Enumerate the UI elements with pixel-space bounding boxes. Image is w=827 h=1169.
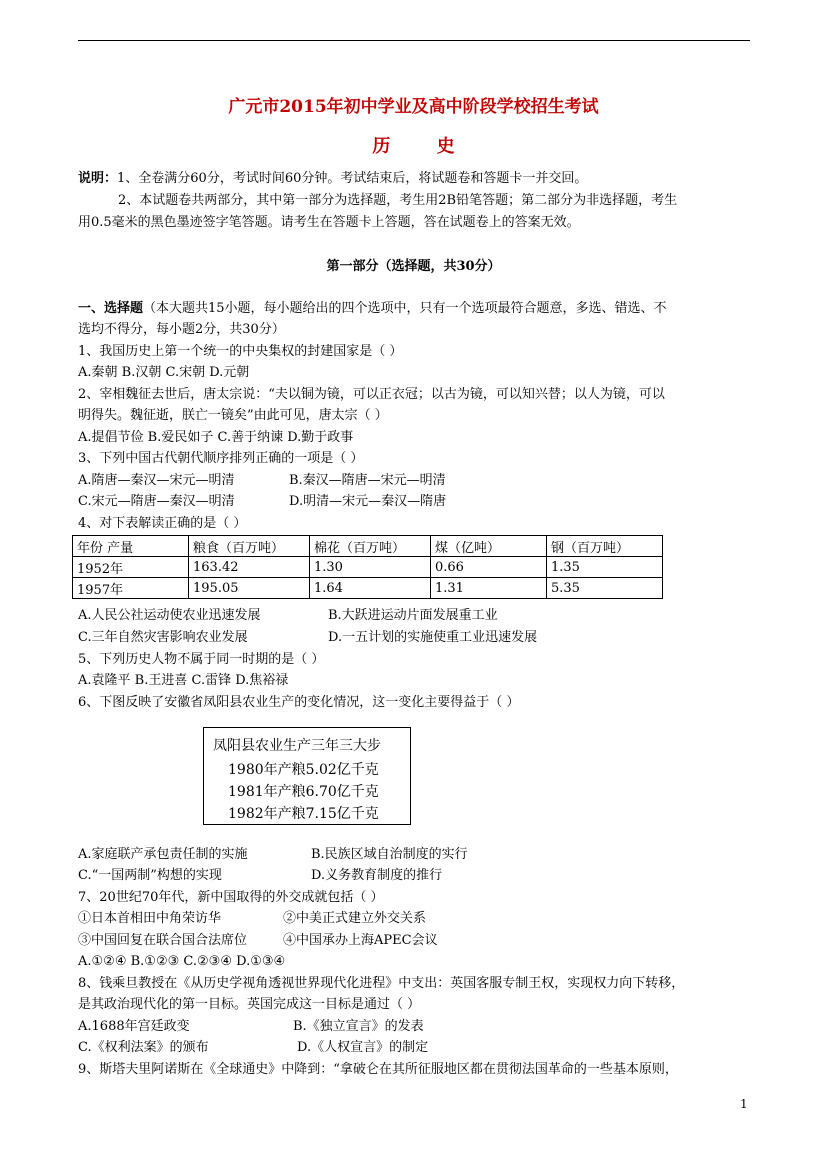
q7-item1: ①日本首相田中角荣访华: [78, 911, 222, 926]
q1-options: A.秦朝 B.汉朝 C.宋朝 D.元朝: [78, 365, 250, 380]
q3-stem: 3、下列中国古代朝代顺序排列正确的一项是（ ）: [78, 451, 364, 466]
q8-stem-1: 8、钱乘旦教授在《从历史学视角透视世界现代化进程》中支出：英国客服专制王权，实现权力向下转移，: [78, 976, 685, 991]
table-row: [73, 578, 663, 599]
q2-options: A.提倡节俭 B.爱民如子 C.善于纳谏 D.勤于政事: [78, 430, 354, 445]
table-cell: 5.35: [547, 578, 663, 599]
q6-option-a: A.家庭联产承包责任制的实施: [78, 847, 248, 862]
instructions-line1: 说明：1、全卷满分60分，考试时间60分钟。考试结束后，将试题卷和答题卡一并交回。: [78, 171, 588, 186]
table-header-cell: 年份 产量: [73, 536, 189, 557]
q8-option-c: C.《权利法案》的颁布: [78, 1040, 209, 1055]
q3-option-c: C.宋元—隋唐—秦汉—明清: [78, 494, 235, 509]
table-cell: 0.66: [431, 557, 547, 578]
q5-stem: 5、下列历史人物不属于同一时期的是（ ）: [78, 652, 325, 667]
subject-title: 历 史: [372, 136, 475, 157]
table-header-row: [73, 536, 663, 557]
page-number: 1: [740, 1097, 748, 1111]
q6-figure-box: [203, 727, 411, 825]
table-cell: 1.31: [431, 578, 547, 599]
table-header-cell: 钢（百万吨）: [547, 536, 663, 557]
q7-stem: 7、20世纪70年代，新中国取得的外交成就包括（ ）: [78, 890, 384, 905]
q2-stem-2: 明得失。魏征逝，朕亡一镜矣”由此可见，唐太宗（ ）: [78, 408, 388, 423]
table-cell: 195.05: [189, 578, 310, 599]
q3-option-d: D.明清—宋元—秦汉—隋唐: [289, 494, 447, 509]
instructions-line2: 2、本试题卷共两部分，其中第一部分为选择题，考生用2B铅笔答题；第二部分为非选择题，考生: [118, 193, 678, 208]
q2-stem-1: 2、宰相魏征去世后，唐太宗说：“夫以铜为镜，可以正衣冠；以古为镜，可以知兴替；以人为镜，可以: [78, 387, 665, 402]
table-header-cell: 棉花（百万吨）: [310, 536, 431, 557]
exam-title: 广元市2015年初中学业及高中阶段学校招生考试: [228, 97, 599, 117]
table-header-cell: 粮食（百万吨）: [189, 536, 310, 557]
q4-option-b: B.大跃进运动片面发展重工业: [328, 608, 498, 623]
table-cell: 1.30: [310, 557, 431, 578]
q6-option-b: B.民族区域自治制度的实行: [311, 847, 468, 862]
q4-table: [72, 535, 663, 599]
q1-stem: 1、我国历史上第一个统一的中央集权的封建国家是（ ）: [78, 344, 403, 359]
q4-option-a: A.人民公社运动使农业迅速发展: [78, 608, 261, 623]
table-cell: 163.42: [189, 557, 310, 578]
q7-item3: ③中国回复在联合国合法席位: [78, 933, 248, 948]
table-cell: 1.35: [547, 557, 663, 578]
q9-stem: 9、斯塔夫里阿诺斯在《全球通史》中降到：“拿破仑在其所征服地区都在贯彻法国革命的一些基本原则，: [78, 1062, 678, 1077]
q6-stem: 6、下图反映了安徽省凤阳县农业生产的变化情况，这一变化主要得益于（ ）: [78, 695, 520, 710]
table-cell: 1.64: [310, 578, 431, 599]
q8-option-b: B.《独立宣言》的发表: [293, 1019, 424, 1034]
q8-option-a: A.1688年宫廷政变: [78, 1019, 190, 1034]
q5-options: A.袁隆平 B.王进喜 C.雷锋 D.焦裕禄: [78, 673, 289, 688]
q7-item4: ④中国承办上海APEC会议: [283, 933, 438, 948]
q6-figure-line: 1981年产粮6.70亿千克: [228, 784, 379, 800]
q3-option-a: A.隋唐—秦汉—宋元—明清: [78, 473, 235, 488]
table-header-cell: 煤（亿吨）: [431, 536, 547, 557]
section1-label: 一、选择题: [78, 301, 144, 316]
table-cell: 1957年: [73, 578, 189, 599]
part1-heading: 第一部分（选择题，共30分）: [326, 259, 501, 274]
section1-line1: 一、选择题（本大题共15小题，每小题给出的四个选项中，只有一个选项最符合题意，多选、错选、不: [78, 301, 667, 316]
q8-option-d: D.《人权宣言》的制定: [297, 1040, 429, 1055]
table-cell: 1952年: [73, 557, 189, 578]
q7-options: A.①②④ B.①②③ C.②③④ D.①③④: [78, 954, 286, 969]
q3-option-b: B.秦汉—隋唐—宋元—明清: [289, 473, 446, 488]
header-rule: [78, 40, 750, 41]
q4-option-d: D.一五计划的实施使重工业迅速发展: [328, 630, 538, 645]
q6-figure-title: 凤阳县农业生产三年三大步: [213, 738, 381, 754]
q8-stem-2: 是其政治现代化的第一目标。英国完成这一目标是通过（ ）: [78, 997, 421, 1012]
q4-option-c: C.三年自然灾害影响农业发展: [78, 630, 248, 645]
instructions-line3: 用0.5毫米的黑色墨迹签字笔答题。请考生在答题卡上答题，答在试题卷上的答案无效。: [78, 215, 580, 230]
q6-figure-line: 1982年产粮7.15亿千克: [228, 806, 379, 822]
section1-line2: 选均不得分，每小题2分，共30分）: [78, 322, 285, 337]
q6-figure-line: 1980年产粮5.02亿千克: [228, 762, 379, 778]
q6-option-c: C.“一国两制”构想的实现: [78, 868, 222, 883]
instructions-label: 说明：: [78, 171, 118, 186]
table-row: [73, 557, 663, 578]
q6-option-d: D.义务教育制度的推行: [311, 868, 443, 883]
q4-stem: 4、对下表解读正确的是（ ）: [78, 516, 247, 531]
q7-item2: ②中美正式建立外交关系: [283, 911, 427, 926]
